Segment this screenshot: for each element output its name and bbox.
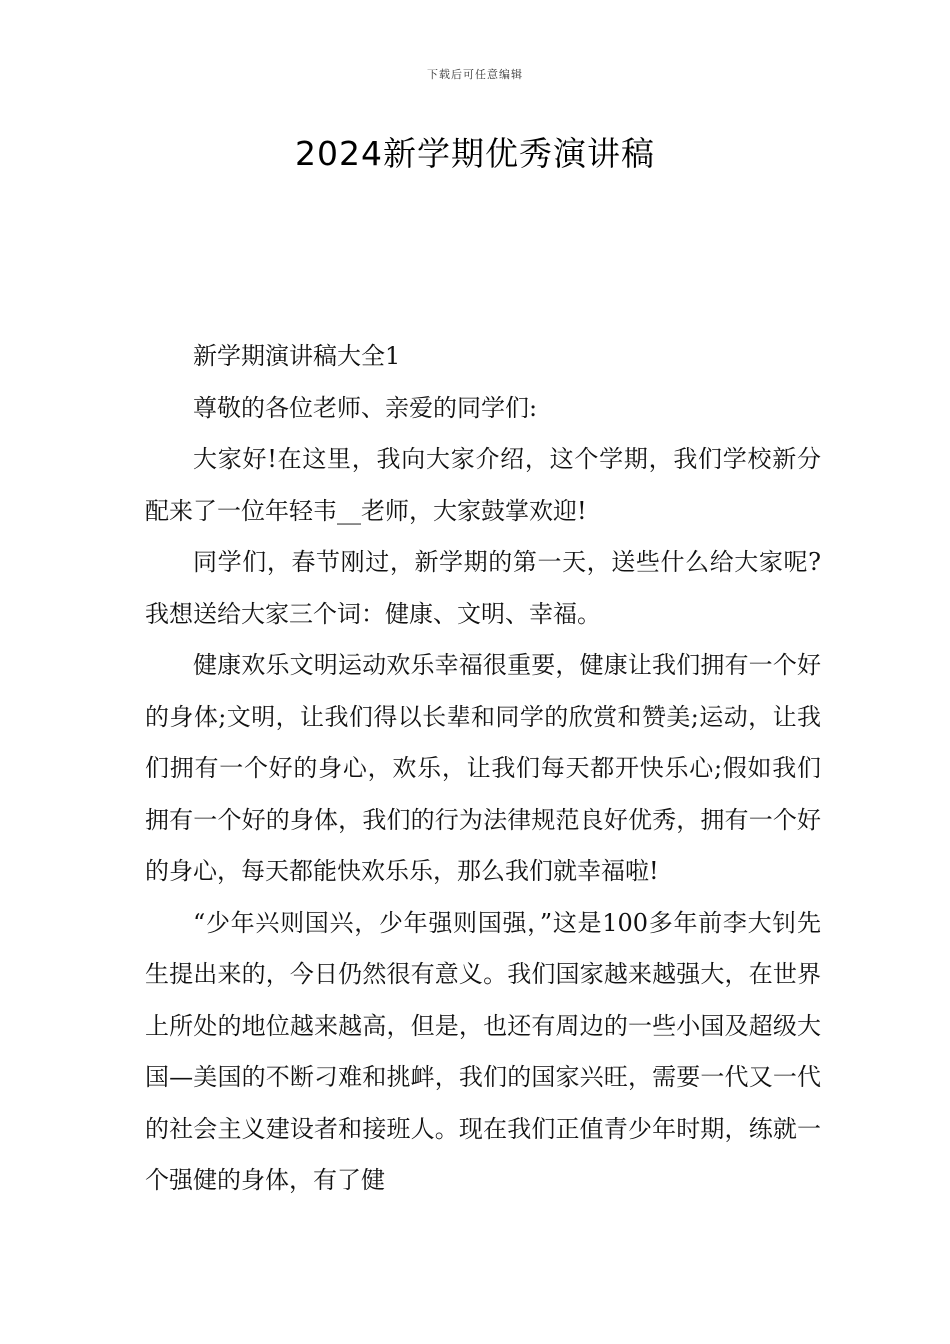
page-title: 2024新学期优秀演讲稿 — [295, 134, 655, 173]
salutation: 尊敬的各位老师、亲爱的同学们: — [193, 393, 538, 422]
document-body — [145, 331, 821, 1207]
body-paragraph: 大家好!在这里，我向大家介绍，这个学期，我们学校新分配来了一位年轻韦__老师，大家鼓掌欢迎! — [145, 445, 821, 525]
body-paragraph: 健康欢乐文明运动欢乐幸福很重要，健康让我们拥有一个好的身体;文明，让我们得以长辈和同学的欣赏和赞美;运动，让我们拥有一个好的身心，欢乐，让我们每天都开快乐心;假如我们拥有一个好的身体，我们的行为法律规范良好优秀，拥有一个好的身心，每天都能快欢乐乐，那么我们就幸福啦! — [145, 651, 821, 885]
body-paragraph: “少年兴则国兴，少年强则国强，”这是100多年前李大钊先生提出来的，今日仍然很有意义。我们国家越来越强大，在世界上所处的地位越来越高，但是，也还有周边的一些小国及超级大国—美国的不断刁难和挑衅，我们的国家兴旺，需要一代又一代的社会主义建设者和接班人。现在我们正值青少年时期，练就一个强健的身体，有了健 — [145, 908, 821, 1194]
section-heading: 新学期演讲稿大全1 — [193, 342, 401, 370]
header-note: 下载后可任意编辑 — [427, 68, 523, 81]
body-paragraph: 同学们，春节刚过，新学期的第一天，送些什么给大家呢?我想送给大家三个词：健康、文明、幸福。 — [145, 548, 821, 628]
